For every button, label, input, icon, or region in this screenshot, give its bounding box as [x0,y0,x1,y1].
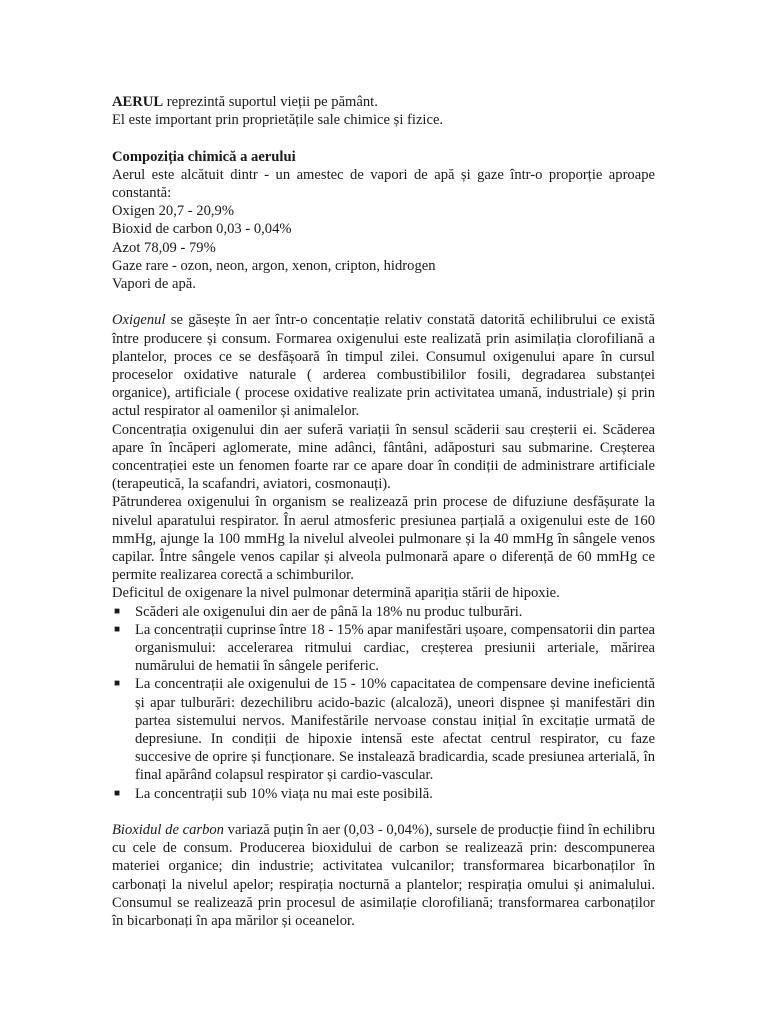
oxygen-paragraph-4: Deficitul de oxigenare la nivel pulmonar determină apariția stării de hipoxie. [112,585,560,602]
spacer [112,293,655,311]
bullet-square-icon: ■ [114,605,121,617]
oxygen-paragraph-1-text: se găsește în aer într-o concentație relativ constată datorită echilibrului ce există între producere și consum. Formarea oxigenului este realizată prin asimilația clorofiliană a plantelor, proces ce se desfășoară în timpul zilei. Consumul oxigenului apare în cursul proceselor oxidative naturale ( arderea combustibililor fosili, degradarea substanței organice), artificiale ( procese oxidative realizate prin activitatea umană, industriale) și prin actul respirator al oamenilor și animalelor. [112,312,655,420]
spacer [112,129,655,147]
oxygen-term: Oxigenul [112,312,166,329]
bullet-item-text: La concentrații ale oxigenului de 15 - 10% capacitatea de compensare devine ineficientă și apar tulburări: dezechilibru acido-bazic (alcaloză), uneori dispnee și manifestări din partea sistemului nervos. Manifestările nervoase constau inițial în excitație urmată de depresiune. In condiții de hipoxie intensă este afectat centrul respirator, cu faze succesive de oprire și funcționare. Se instalează bradicardia, scade presiunea arterială, în final apărând colapsul respirator și cardio-vascular. [135,676,655,784]
composition-item: Oxigen 20,7 - 20,9% [112,203,235,220]
composition-item: Gaze rare - ozon, neon, argon, xenon, cripton, hidrogen [112,257,436,274]
bullet-item [112,675,655,784]
intro-line-2: El este important prin proprietățile sale chimice și fizice. [112,112,444,129]
oxygen-paragraph-1 [112,311,655,420]
spacer [112,803,655,821]
intro-line-1-text: reprezintă suportul vieții pe pământ. [163,94,378,110]
oxygen-paragraph-3: Pătrunderea oxigenului în organism se realizează prin procese de difuziune desfășurate la nivelul aparatului respirator. În aerul atmosferic presiunea parțială a oxigenului este de 160 mmHg, ajunge la 100 mmHg la nivelul alveolei pulmonare și la 40 mmHg în sângele venos capilar. Între sângele venos capilar și alveola pulmonară apare o diferență de 60 mmHg ce permite realizarea corectă a schimburilor. [112,494,655,584]
intro-title: AERUL [112,94,164,110]
bullet-square-icon: ■ [114,787,121,799]
bullet-item-text: La concentrații sub 10% viața nu mai este posibilă. [135,785,433,802]
bullet-item-text: Scăderi ale oxigenului din aer de până la 18% nu produc tulburări. [135,603,523,620]
bullet-square-icon: ■ [114,623,121,635]
co2-term: Bioxidul de carbon [112,822,224,839]
oxygen-paragraph-2: Concentrația oxigenului din aer suferă variații în sensul scăderii sau creșterii ei. Scăderea apare în încăperi aglomerate, mine adânci, fântâni, adăposturi sau submarine. Creșterea concentrației este un fenomen foarte rar ce apare doar în condiții de administrare artificiale (terapeutică, la scafandri, aviatori, cosmonauți). [112,421,655,493]
bullet-item [112,785,655,803]
composition-heading: Compoziția chimică a aerului [112,148,296,165]
composition-description: Aerul este alcătuit dintr - un amestec de vapori de apă și gaze într-o proporție aproape constantă: [112,166,655,201]
bullet-item [112,603,655,621]
intro-line-1 [112,93,655,111]
bullet-square-icon: ■ [114,678,121,690]
composition-item: Vapori de apă. [112,276,196,293]
co2-paragraph [112,821,655,930]
bullet-item-text: La concentrații cuprinse între 18 - 15% apar manifestări ușoare, compensatorii din partea organismului: accelerarea ritmului cardiac, creșterea presiunii arteriale, mărirea numărului de hematii în sângele periferic. [135,621,655,675]
composition-item: Bioxid de carbon 0,03 - 0,04% [112,221,292,238]
bullet-item [112,621,655,676]
document-page [112,93,655,930]
hypoxia-bullet-list [112,603,655,803]
co2-paragraph-text: variază puțin în aer (0,03 - 0,04%), sursele de producție fiind în echilibru cu cele de consum. Producerea bioxidului de carbon se realizează prin: descompunerea materiei organice; din industrie; activitatea vulcanilor; transformarea bicarbonaților în carbonați la nivelul apelor; respirația nocturnă a plantelor; respirația omului și animalului. Consumul se realizează prin procesul de asimilație clorofiliană; transformarea carbonaților în bicarbonați în apa mărilor și oceanelor. [112,822,655,930]
composition-item: Azot 78,09 - 79% [112,239,216,256]
